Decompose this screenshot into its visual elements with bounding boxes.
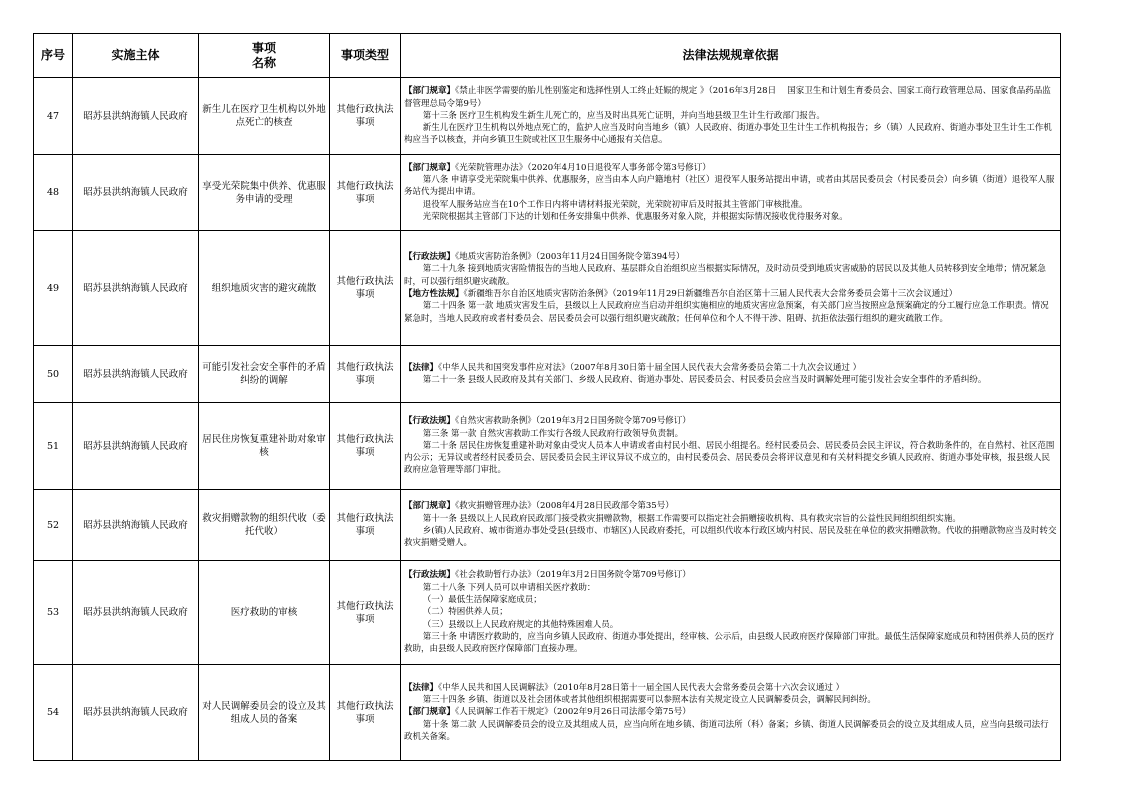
matters-table [33,33,1061,761]
basis-line [404,682,1057,694]
header-type: 事项类型 [330,34,401,78]
row-matter-type: 其他行政执法事项 [330,155,401,231]
row-legal-basis [401,78,1061,155]
basis-line [404,288,1057,300]
table-row [34,231,1061,346]
basis-text: 《社会救助暂行办法》（2019年3月2日国务院令第709号修订） [455,570,691,581]
basis-text: 新生儿在医疗卫生机构以外地点死亡的，监护人应当及时向当地乡（镇）人民政府、街道办事处卫生计生工作机构报告；乡（镇）人民政府、街道办事处卫生计生工作机构应当予以核查，并向乡镇卫生院或社区卫生服务中心通报有关信息。 [404,123,1052,146]
row-seq: 49 [34,231,73,346]
row-matter-name: 享受光荣院集中供养、优惠服务申请的受理 [199,155,330,231]
table-row [34,561,1061,665]
basis-text: （二）特困供养人员； [422,607,508,618]
row-subject: 昭苏县洪纳海镇人民政府 [73,155,199,231]
row-legal-basis [401,561,1061,665]
basis-text: 《中华人民共和国人民调解法》（2010年8月28日第十一届全国人民代表大会常务委员会第十六次会议通过 ） [438,682,845,693]
row-matter-type: 其他行政执法事项 [330,561,401,665]
basis-category-tag: 【行政法规】 [404,252,456,263]
basis-line [404,122,1057,147]
basis-line [404,631,1057,656]
basis-text: 退役军人服务站应当在10个工作日内将申请材料报光荣院，光荣院初审后及时报其主管部门审核批准。 [422,199,808,210]
basis-text: 第三条 第一款 自然灾害救助工作实行各级人民政府行政领导负责制。 [422,428,684,439]
basis-line [404,569,1057,581]
header-subject: 实施主体 [73,34,199,78]
header-name: 事项 名称 [199,34,330,78]
row-legal-basis [401,231,1061,346]
row-subject: 昭苏县洪纳海镇人民政府 [73,78,199,155]
basis-line [404,582,1057,594]
basis-text: 第三十四条 乡镇、街道以及社会团体或者其他组织根据需要可以参照本法有关规定设立人民调解委员会，调解民间纠纷。 [422,695,876,706]
row-legal-basis [401,490,1061,561]
table-row [34,346,1061,403]
row-legal-basis [401,155,1061,231]
basis-text: 第二十一条 县级人民政府及其有关部门、乡级人民政府、街道办事处、居民委员会、村民委员会应当及时调解处理可能引发社会安全事件的矛盾纠纷。 [422,375,987,385]
basis-category-tag: 【地方性法规】 [404,289,464,299]
basis-line [404,525,1057,550]
basis-text: 第十三条 医疗卫生机构发生新生儿死亡的，应当及时出具死亡证明，并向当地县级卫生计生行政部门报告。 [422,110,825,121]
basis-line [404,211,1057,223]
table-row [34,665,1061,761]
basis-text: 《新疆维吾尔自治区地质灾害防治条例》（2019年11月29日新疆维吾尔自治区第十三届人民代表大会常务委员会第十三次会议通过） [463,289,958,299]
row-matter-name: 新生儿在医疗卫生机构以外地点死亡的核查 [199,78,330,155]
basis-text: 《地质灾害防治条例》（2003年11月24日国务院令第394号） [455,252,685,263]
basis-line [404,719,1057,744]
basis-line [404,500,1057,512]
row-matter-name: 医疗救助的审核 [199,561,330,665]
row-matter-type: 其他行政执法事项 [330,403,401,490]
basis-category-tag: 【法律】 [404,682,439,693]
basis-line [404,110,1057,122]
basis-line [404,174,1057,199]
row-matter-name: 组织地质灾害的避灾疏散 [199,231,330,346]
basis-line [404,428,1057,440]
basis-text: （三）县级以上人民政府规定的其他特殊困难人员。 [422,619,619,630]
basis-text: 第二十条 居民住房恢复重建补助对象由受灾人员本人申请或者由村民小组、居民小组提名。经村民委员会、居民委员会民主评议，符合救助条件的，在自然村、社区范围内公示；无异议或者经村民委员会、居民委员会民主评议异议不成立的，由村民委员会、居民委员会将评议意见和有关材料提交乡镇人民政府、街道办事处审核，报县级人民政府应急管理等部门审批。 [404,440,1055,476]
basis-category-tag: 【部门规章】 [404,707,456,718]
basis-line [404,606,1057,618]
row-matter-name: 对人民调解委员会的设立及其组成人员的备案 [199,665,330,761]
row-subject: 昭苏县洪纳海镇人民政府 [73,346,199,403]
basis-line [404,374,1057,386]
row-subject: 昭苏县洪纳海镇人民政府 [73,231,199,346]
basis-category-tag: 【行政法规】 [404,416,456,427]
row-seq: 48 [34,155,73,231]
basis-line [404,251,1057,263]
basis-text: 《中华人民共和国突发事件应对法》（2007年8月30日第十届全国人民代表大会常务委员会第二十九次会议通过 ） [438,362,862,373]
basis-category-tag: 【法律】 [404,362,439,373]
basis-line [404,706,1057,718]
basis-line [404,362,1057,374]
row-seq: 50 [34,346,73,403]
row-matter-name: 可能引发社会安全事件的矛盾纠纷的调解 [199,346,330,403]
basis-line [404,513,1057,525]
basis-line [404,300,1057,325]
table-row [34,403,1061,490]
basis-text: 第二十八条 下列人员可以申请相关医疗救助： [422,582,596,593]
document-page [33,33,1060,761]
basis-text: 《禁止非医学需要的胎儿性别鉴定和选择性别人工终止妊娠的规定 》（2016年3月28日 国家卫生和计划生育委员会、国家工商行政管理总局、国家食品药品监督管理总局令第9号） [404,86,1051,109]
row-matter-type: 其他行政执法事项 [330,78,401,155]
row-seq: 54 [34,665,73,761]
basis-text: 《救灾捐赠管理办法》（2008年4月28日民政部令第35号） [455,501,674,512]
basis-line [404,694,1057,706]
basis-category-tag: 【部门规章】 [404,501,456,512]
row-legal-basis [401,665,1061,761]
row-matter-type: 其他行政执法事项 [330,665,401,761]
table-row [34,155,1061,231]
table-row [34,78,1061,155]
basis-text: 《人民调解工作若干规定》（2002年9月26日司法部令第75号） [455,707,691,718]
basis-category-tag: 【部门规章】 [404,86,456,97]
basis-category-tag: 【行政法规】 [404,570,456,581]
row-legal-basis [401,403,1061,490]
header-row [34,34,1061,78]
row-subject: 昭苏县洪纳海镇人民政府 [73,403,199,490]
basis-category-tag: 【部门规章】 [404,162,456,173]
basis-text: 光荣院根据其主管部门下达的计划和任务安排集中供养、优惠服务对象入院，并根据实际情况接收优待服务对象。 [422,211,848,222]
row-subject: 昭苏县洪纳海镇人民政府 [73,665,199,761]
header-seq: 序号 [34,34,73,78]
basis-text: 第二十四条 第一款 地质灾害发生后，县级以上人民政府应当启动并组织实施相应的地质灾害应急预案，有关部门应当按照应急预案确定的分工履行应急工作职责。情况紧急时，当地人民政府或者村委员会、居民委员会可以强行组织避灾疏散；任何单位和个人不得干涉、阻碍、抗拒依法强行组织的避灾疏散工作。 [404,301,1049,324]
basis-text: 第二十九条 接到地质灾害险情报告的当地人民政府、基层群众自治组织应当根据实际情况，及时动员受到地质灾害威胁的居民以及其他人员转移到安全地带；情况紧急时，可以强行组织避灾疏散。 [404,264,1046,287]
basis-text: 第三十条 申请医疗救助的，应当向乡镇人民政府、街道办事处提出，经审核、公示后，由县级人民政府医疗保障部门审批。最低生活保障家庭成员和特困供养人员的医疗救助，由县级人民政府医疗保障部门直接办理。 [404,631,1055,655]
basis-line [404,85,1057,110]
row-matter-name: 居民住房恢复重建补助对象审核 [199,403,330,490]
basis-line [404,162,1057,174]
row-seq: 52 [34,490,73,561]
basis-line [404,440,1057,477]
basis-line [404,594,1057,606]
basis-text: 第十条 第二款 人民调解委员会的设立及其组成人员，应当向所在地乡镇、街道司法所（科）备案；乡镇、街道人民调解委员会的设立及其组成人员，应当向县级司法行政机关备案。 [404,719,1049,742]
basis-line [404,263,1057,288]
row-subject: 昭苏县洪纳海镇人民政府 [73,561,199,665]
row-matter-type: 其他行政执法事项 [330,231,401,346]
row-seq: 47 [34,78,73,155]
basis-line [404,415,1057,427]
basis-text: 乡(镇)人民政府、城市街道办事处受县(县级市、市辖区)人民政府委托，可以组织代收本行政区域内村民、居民及驻在单位的救灾捐赠款物。代收的捐赠款物应当及时转交救灾捐赠受赠人。 [404,526,1057,549]
basis-text: 第八条 申请享受光荣院集中供养、优惠服务，应当由本人向户籍地村（社区）退役军人服务站提出申请，或者由其居民委员会（村民委员会）向乡镇（街道）退役军人服务站代为提出申请。 [404,175,1055,198]
basis-text: 《光荣院管理办法》（2020年4月10日退役军人事务部令第3号修订） [455,162,711,173]
row-matter-type: 其他行政执法事项 [330,346,401,403]
basis-line [404,199,1057,211]
row-legal-basis [401,346,1061,403]
basis-text: 《自然灾害救助条例》（2019年3月2日国务院令第709号修订） [455,416,691,427]
basis-line [404,619,1057,631]
header-basis: 法律法规规章依据 [401,34,1061,78]
row-seq: 51 [34,403,73,490]
table-row [34,490,1061,561]
basis-text: （一）最低生活保障家庭成员； [422,595,542,606]
row-matter-type: 其他行政执法事项 [330,490,401,561]
row-matter-name: 救灾捐赠款物的组织代收（委托代收） [199,490,330,561]
row-subject: 昭苏县洪纳海镇人民政府 [73,490,199,561]
row-seq: 53 [34,561,73,665]
basis-text: 第十一条 县级以上人民政府民政部门接受救灾捐赠款物，根据工作需要可以指定社会捐赠接收机构、具有救灾宗旨的公益性民间组织组织实施。 [422,513,961,524]
